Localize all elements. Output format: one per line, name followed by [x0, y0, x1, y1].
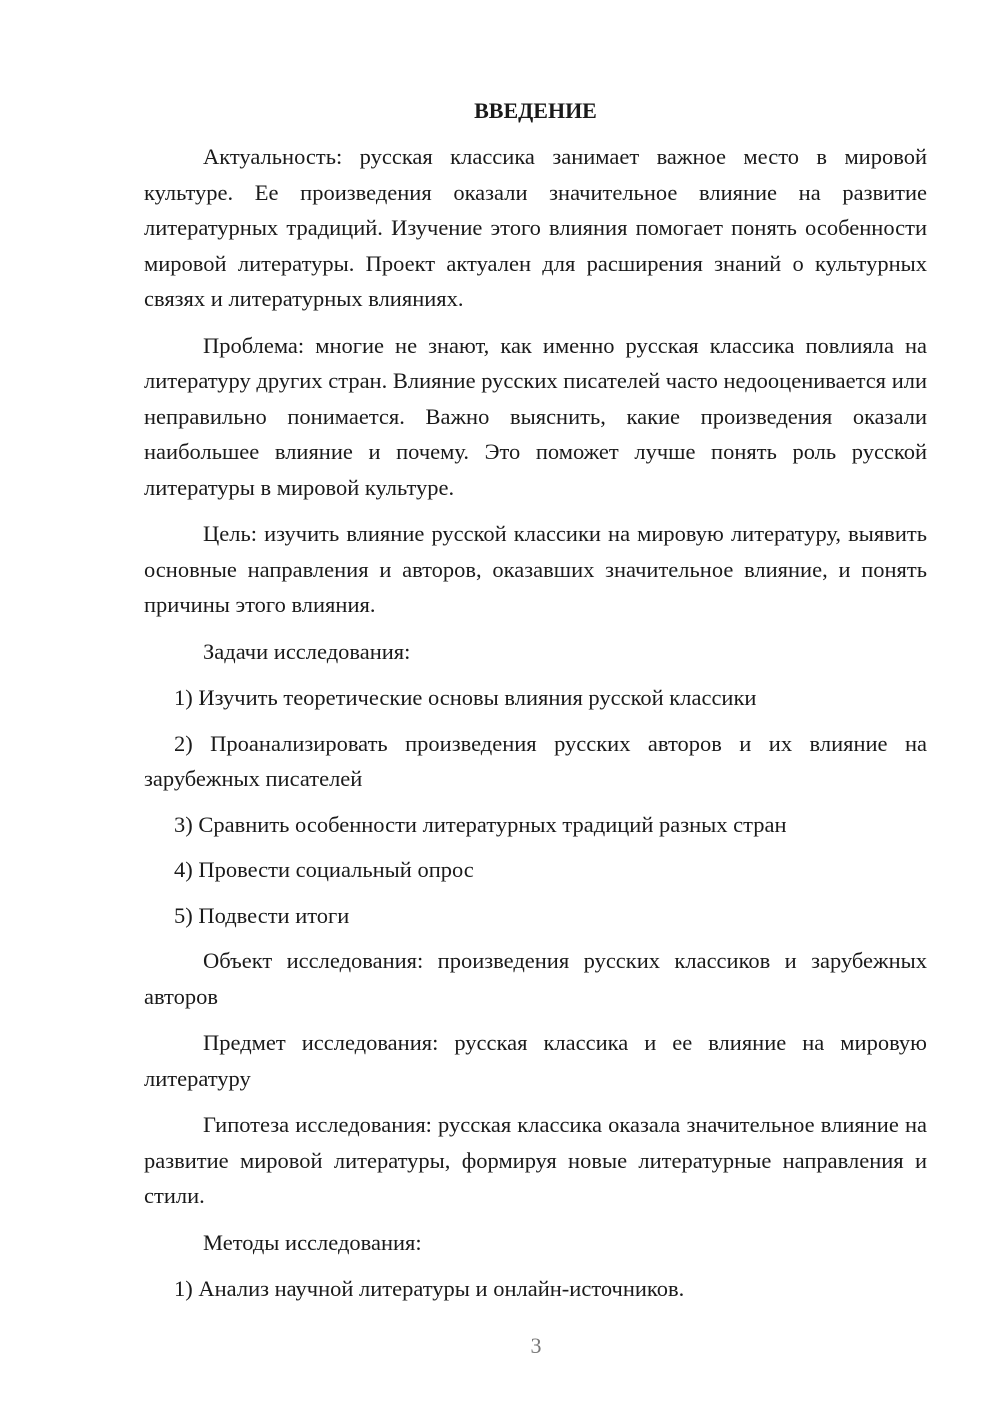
subject-paragraph: Предмет исследования: русская классика и ее влияние на мировую литературу	[144, 1030, 927, 1091]
task-item: 3) Сравнить особенности литературных традиций разных стран	[174, 811, 787, 837]
tasks-heading: Задачи исследования:	[203, 638, 411, 664]
methods-heading: Методы исследования:	[203, 1229, 422, 1255]
problem-paragraph: Проблема: многие не знают, как именно русская классика повлияла на литературу других стран. Влияние русских писателей часто недооценивается или неправильно понимается. Важно выяснить, какие произведения оказали наибольшее влияние и почему. Это поможет лучше понять роль русской литературы в мировой культуре.	[144, 332, 927, 500]
method-item: 1) Анализ научной литературы и онлайн-источников.	[174, 1276, 685, 1301]
page-content	[144, 93, 927, 1317]
goal-paragraph: Цель: изучить влияние русской классики на мировую литературу, выявить основные направления и авторов, оказавших значительное влияние, и понять причины этого влияния.	[144, 521, 927, 617]
page-number: 3	[530, 1333, 542, 1358]
relevance-paragraph: Актуальность: русская классика занимает важное место в мировой культуре. Ее произведения оказали значительное влияние на развитие литературных традиций. Изучение этого влияния помогает понять особенности мировой литературы. Проект актуален для расширения знаний о культурных связях и литературных влияниях.	[144, 144, 927, 311]
object-paragraph: Объект исследования: произведения русских классиков и зарубежных авторов	[144, 948, 927, 1009]
task-item: 2) Проанализировать произведения русских авторов и их влияние на зарубежных писателей	[144, 730, 927, 791]
task-item: 5) Подвести итоги	[174, 902, 350, 928]
hypothesis-paragraph: Гипотеза исследования: русская классика оказала значительное влияние на развитие мировой литературы, формируя новые литературные направления и стили.	[144, 1112, 927, 1208]
task-item: 1) Изучить теоретические основы влияния русской классики	[174, 685, 757, 710]
section-title: ВВЕДЕНИЕ	[474, 98, 597, 123]
task-item: 4) Провести социальный опрос	[174, 857, 474, 882]
